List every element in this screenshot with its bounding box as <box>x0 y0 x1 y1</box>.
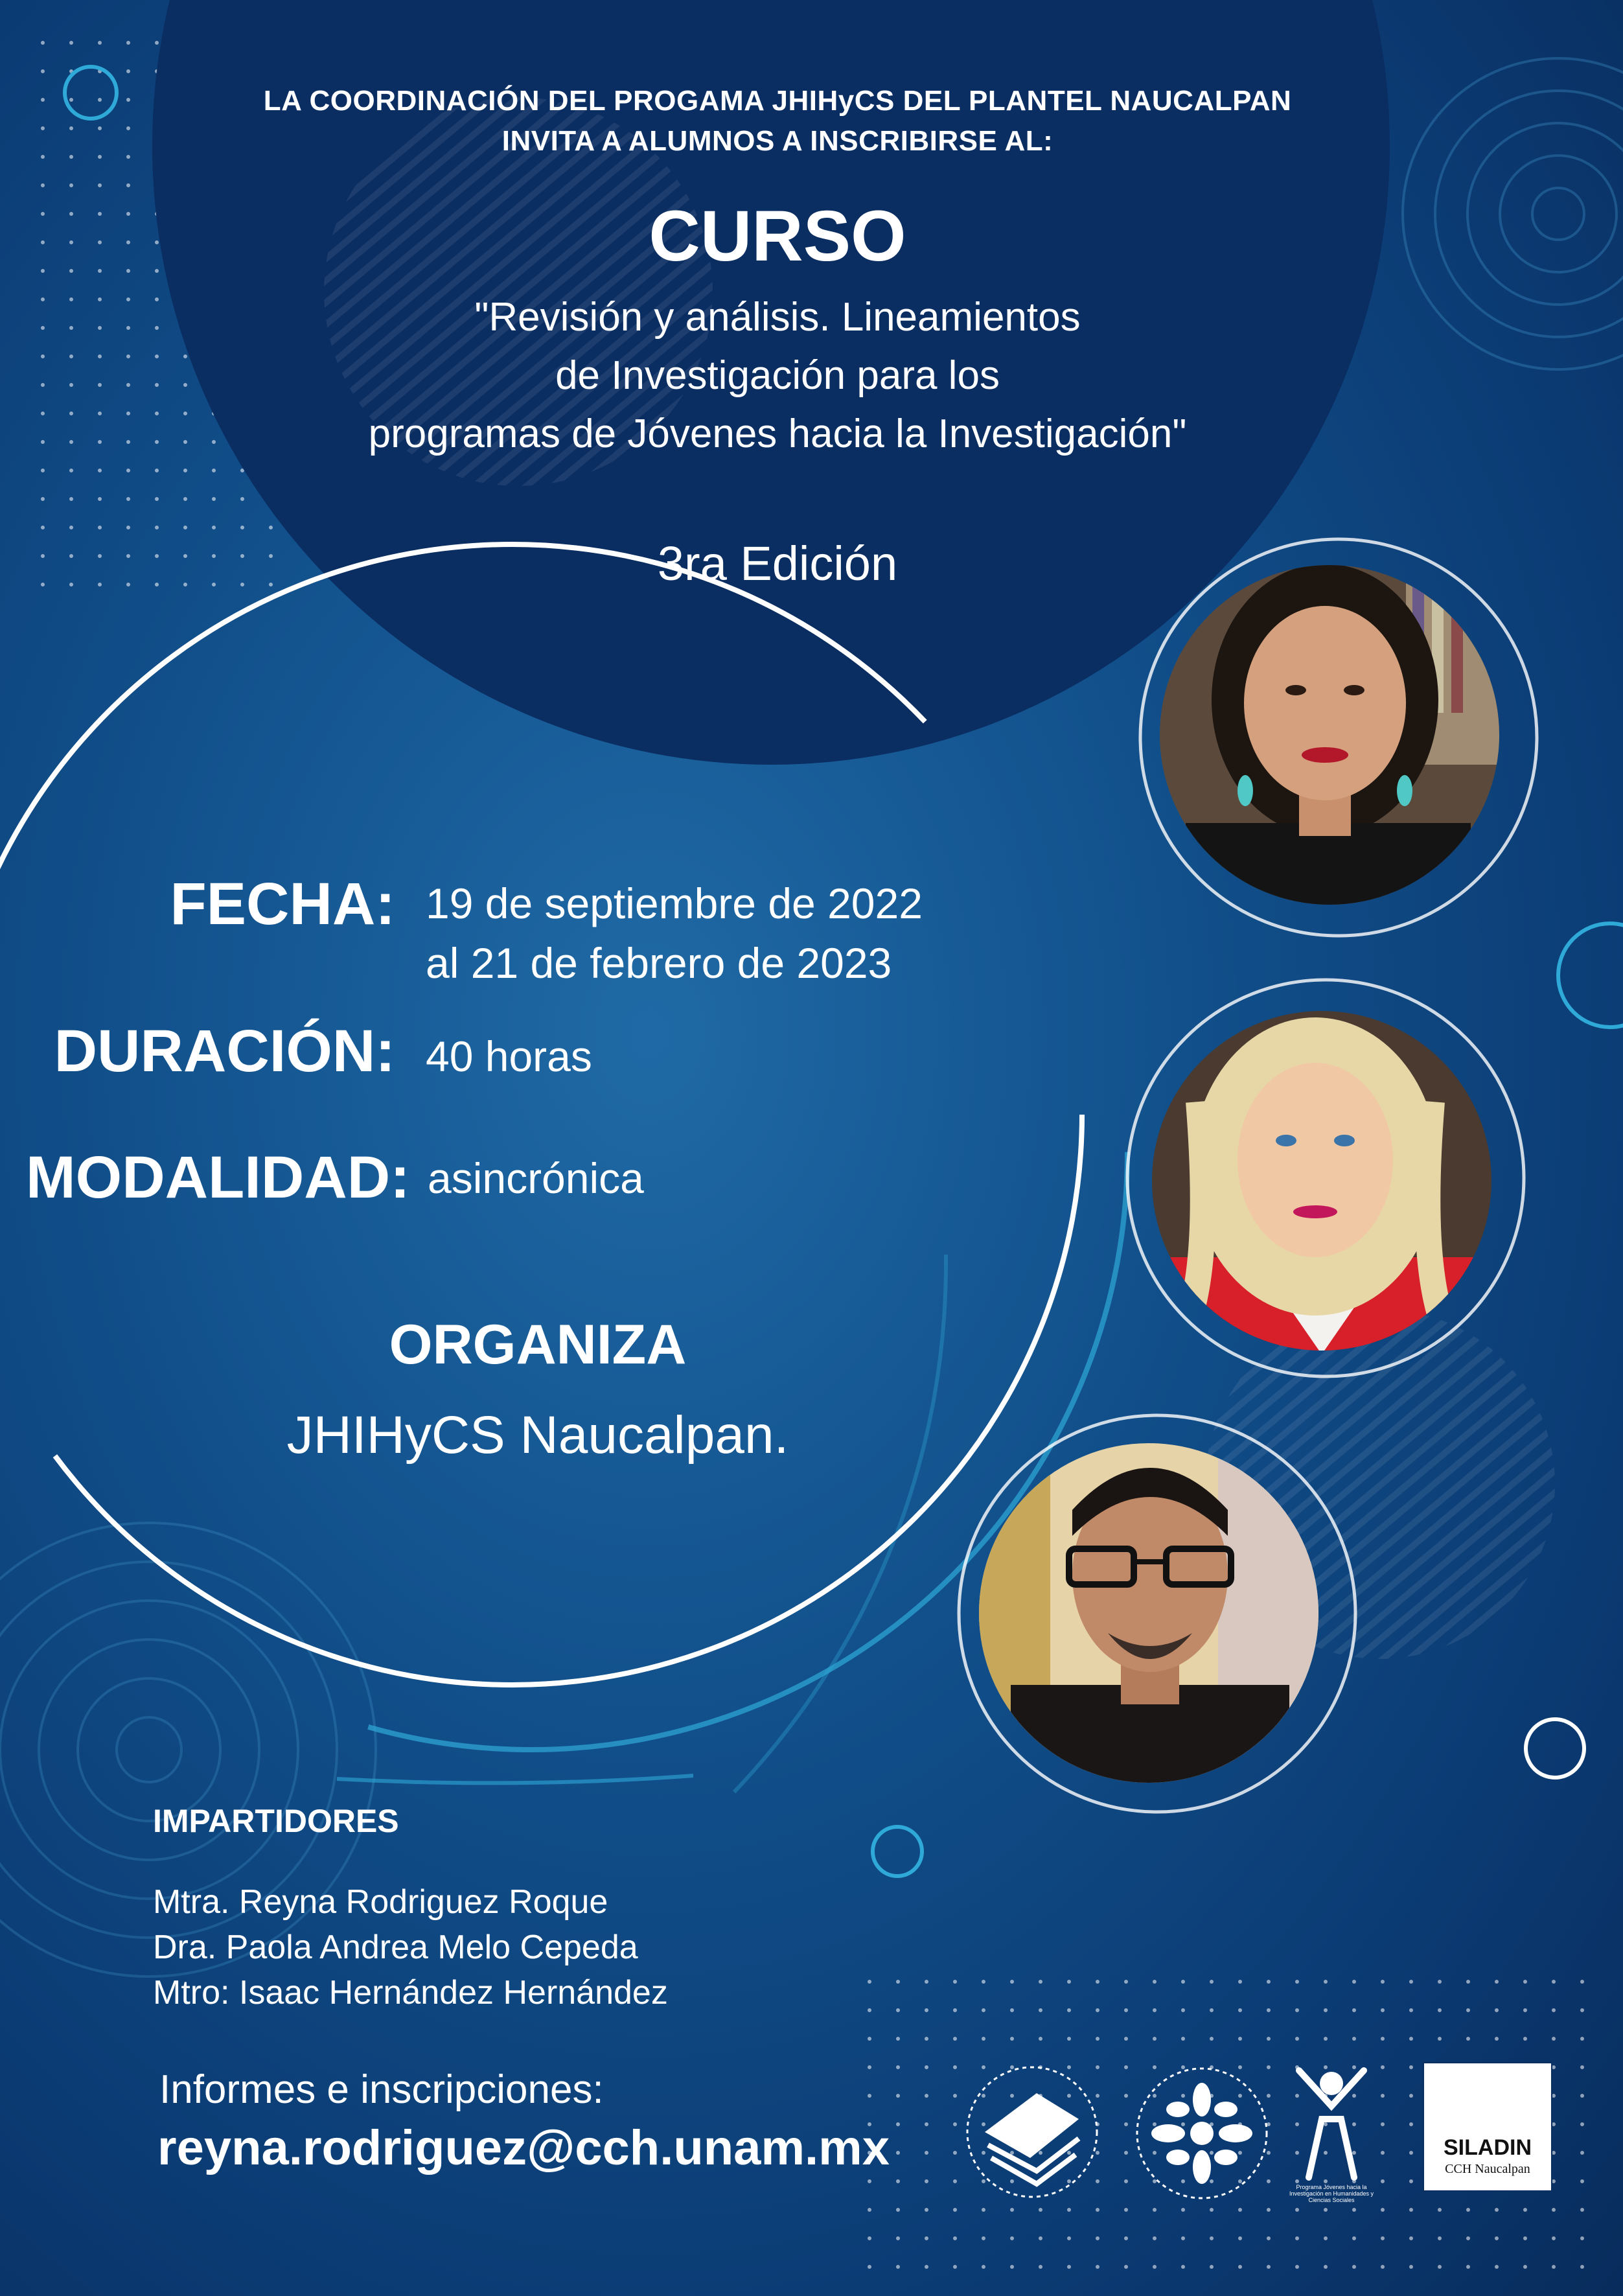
course-name-line-2: de Investigación para los <box>555 353 1000 398</box>
small-ring-bottom-right <box>1526 1719 1584 1778</box>
portrait-paola <box>1152 1011 1491 1354</box>
organizer-label: ORGANIZA <box>389 1314 687 1376</box>
siladin-name: SILADIN <box>1444 2135 1532 2160</box>
invitation-line-1: LA COORDINACIÓN DEL PROGAMA JHIHyCS DEL PLANTEL NAUCALPAN <box>263 85 1292 117</box>
contact-label: Informes e inscripciones: <box>159 2067 604 2112</box>
invitation-line-2: INVITA A ALUMNOS A INSCRIBIRSE AL: <box>501 125 1053 157</box>
invitation-text <box>162 81 1393 161</box>
portrait-isaac <box>979 1443 1322 1795</box>
course-name-line-1: "Revisión y análisis. Lineamientos <box>474 295 1081 340</box>
course-name-line-3: programas de Jóvenes hacia la Investigación" <box>368 412 1187 456</box>
instructor-name: Dra. Paola Andrea Melo Cepeda <box>153 1929 638 1966</box>
small-ring-right <box>1558 923 1623 1027</box>
siladin-sub: CCH Naucalpan <box>1445 2162 1530 2176</box>
edition-label: 3ra Edición <box>657 537 898 590</box>
mode-label: MODALIDAD: <box>26 1144 410 1211</box>
duration-value: 40 horas <box>426 1032 592 1080</box>
accent-arc-bottom <box>337 1776 693 1783</box>
target-rings-right <box>1403 58 1623 369</box>
date-line-2: al 21 de febrero de 2023 <box>426 939 892 987</box>
instructor-name: Mtro: Isaac Hernández Hernández <box>153 1974 668 2012</box>
duration-label: DURACIÓN: <box>54 1018 395 1084</box>
date-label: FECHA: <box>170 871 395 937</box>
course-type-title: CURSO <box>649 196 906 276</box>
instructors-title: IMPARTIDORES <box>153 1803 399 1839</box>
date-line-1: 19 de septiembre de 2022 <box>426 879 923 927</box>
program-caption: Programa Jóvenes hacia la Investigación en Humanidades y Ciencias Sociales <box>1289 2184 1374 2203</box>
organizer-name: JHIHyCS Naucalpan. <box>286 1406 789 1465</box>
siladin-logo <box>1423 2062 1552 2192</box>
course-name <box>227 288 1328 463</box>
contact-email-link[interactable]: reyna.rodriguez@cch.unam.mx <box>157 2120 890 2175</box>
instructor-name: Mtra. Reyna Rodriguez Roque <box>153 1883 608 1921</box>
mode-value: asincrónica <box>428 1154 644 1202</box>
cch-logo-text <box>967 2061 1097 2190</box>
secretaria-logo-text <box>1137 2061 1267 2190</box>
portrait-reyna <box>1160 564 1503 927</box>
small-ring-bottom <box>873 1827 922 1876</box>
